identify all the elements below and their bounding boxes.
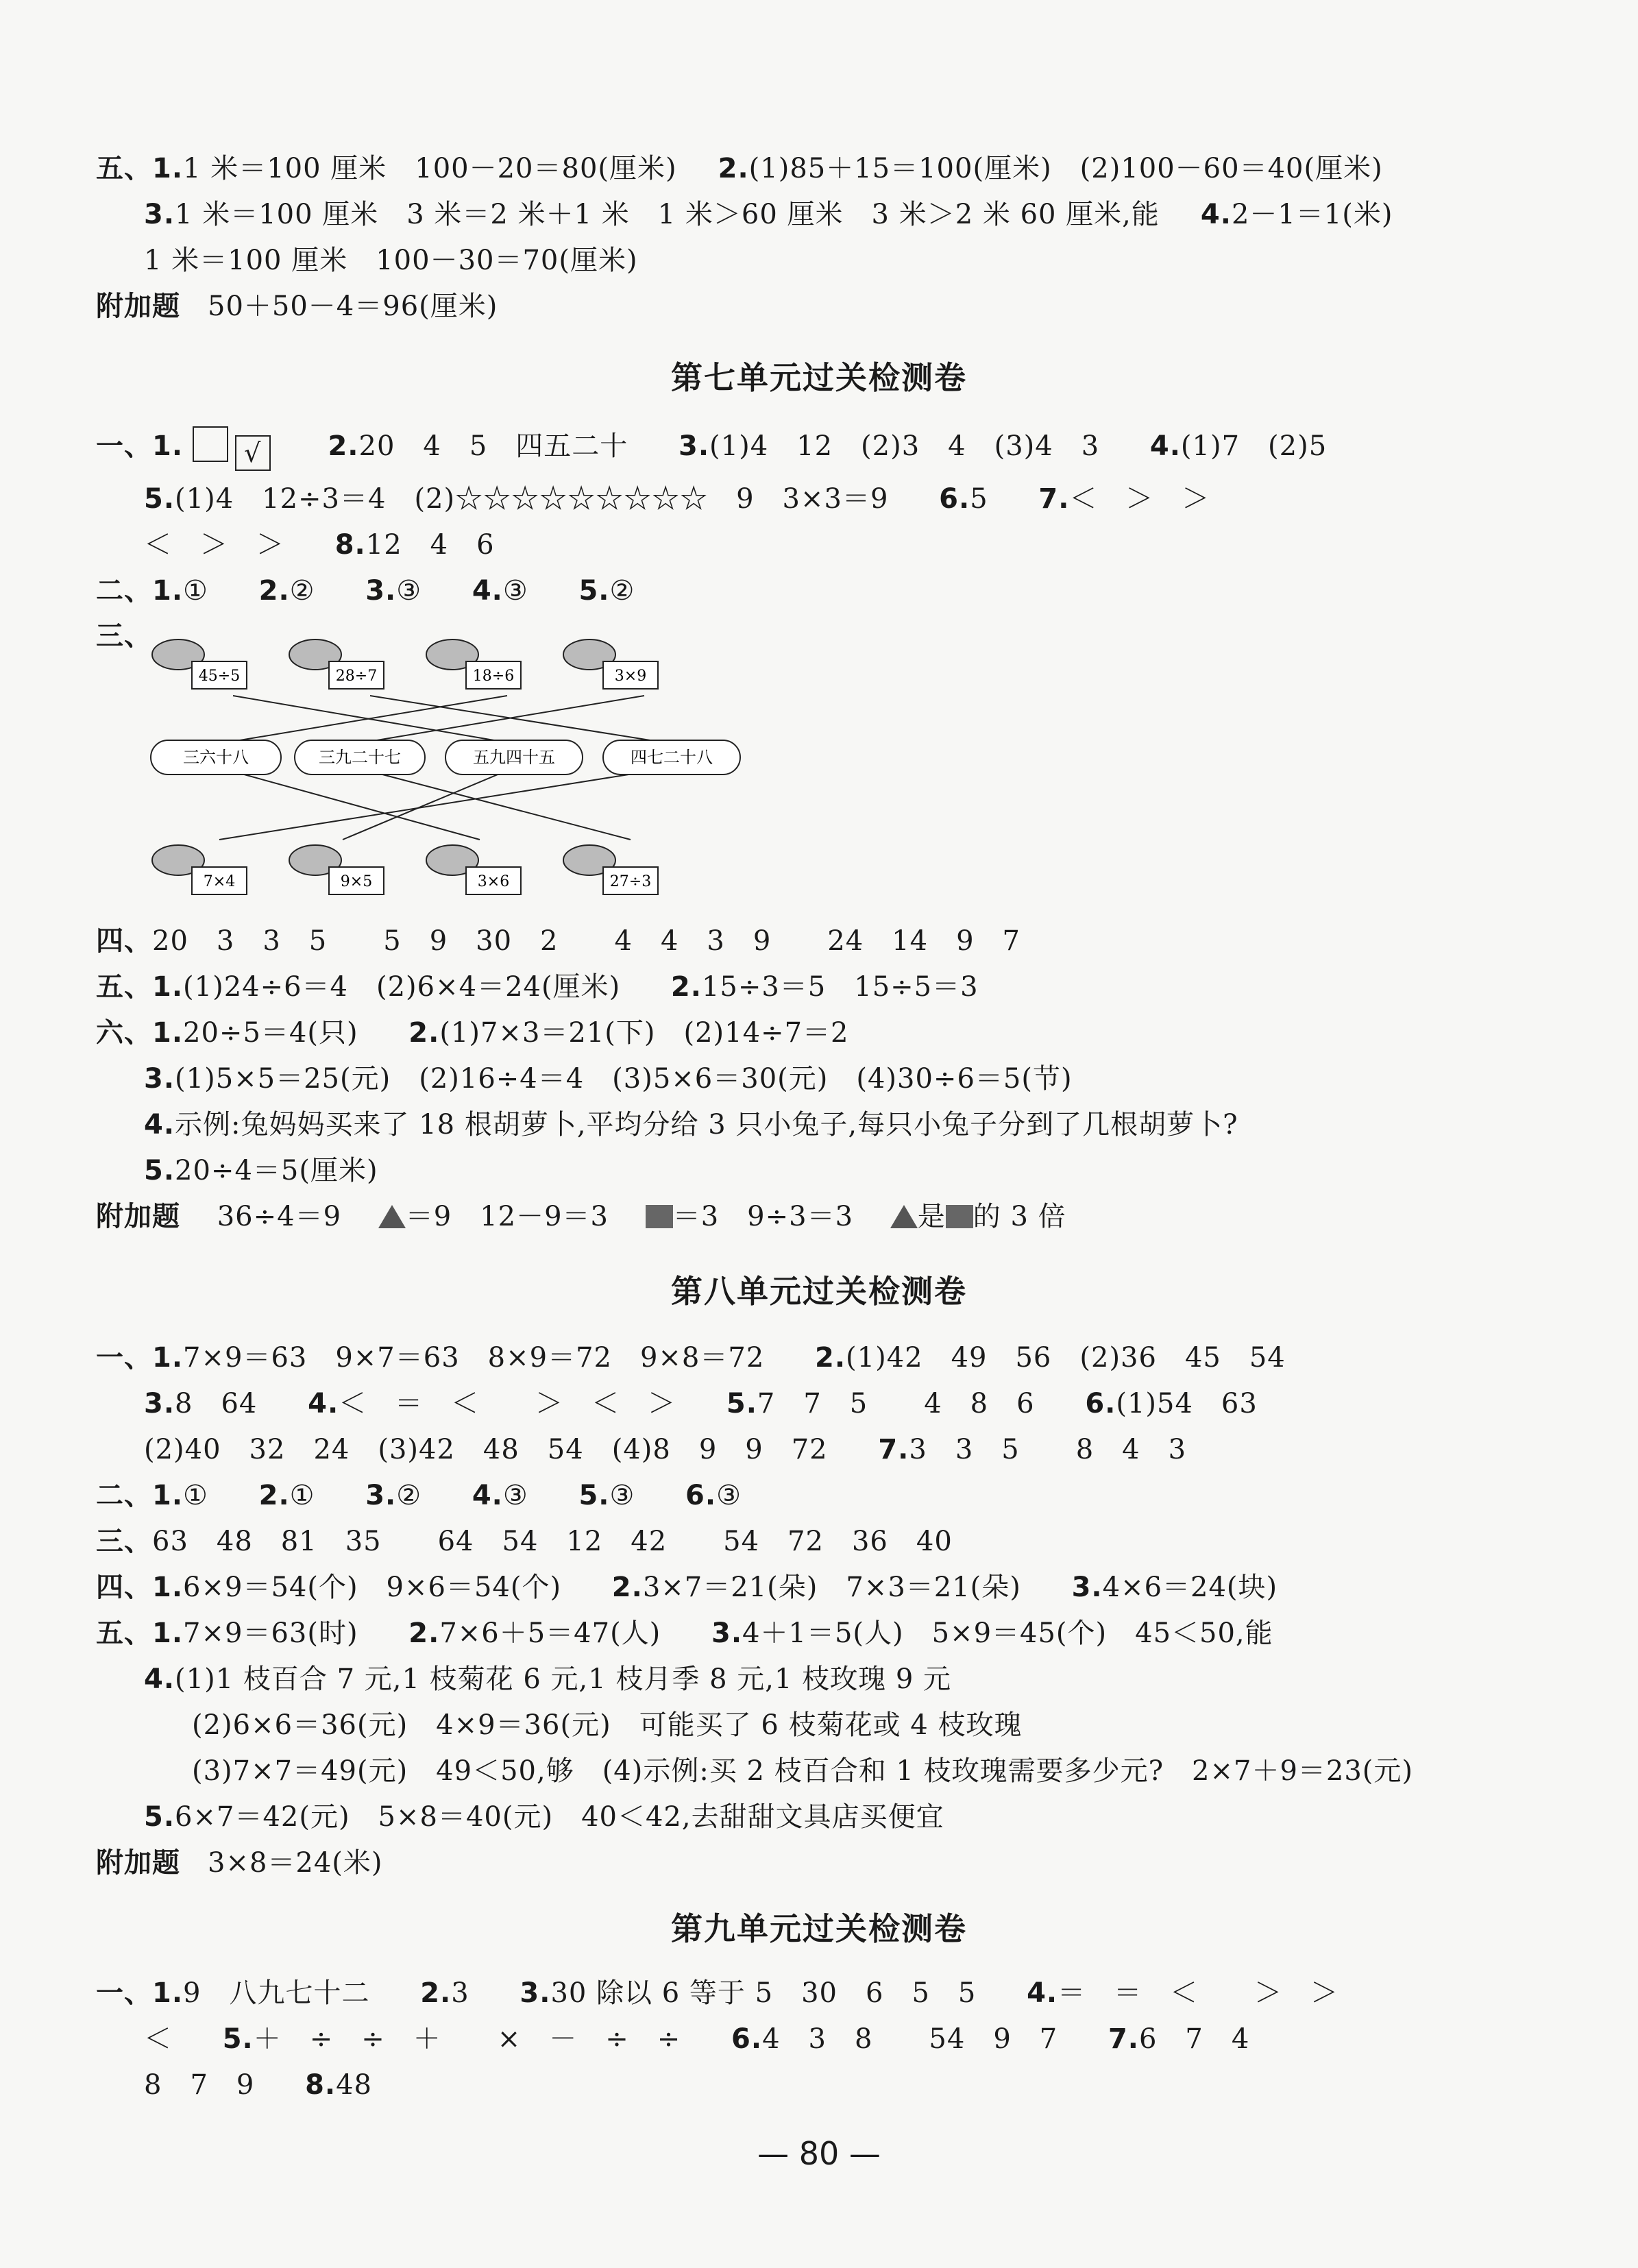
top-card-2: 28÷7: [335, 668, 378, 685]
u9-line-3: 8 7 9 8.48: [144, 2069, 373, 2101]
line-top1: [233, 696, 514, 744]
line-mid3: [343, 768, 514, 840]
u7-line-9: 3.(1)5×5＝25(元) (2)16÷4＝4 (3)5×6＝30(元) (4)30÷6＝5(节): [144, 1063, 1073, 1095]
s5-line-3: 1 米＝100 厘米 100－30＝70(厘米): [144, 245, 638, 276]
s5-line-2: 3.1 米＝100 厘米 3 米＝2 米＋1 米 1 米＞60 厘米 3 米＞2 米 60 厘米,能 4.2－1＝1(米): [144, 199, 1393, 230]
line-top3: [219, 696, 507, 744]
u8-line-1: 一、1.7×9＝63 9×7＝63 8×9＝72 9×8＝72 2.(1)42 49 56 (2)36 45 54: [96, 1342, 1286, 1374]
u7-line-3: ＜ ＞ ＞ 8.12 4 6: [144, 529, 495, 561]
line-mid4: [219, 768, 672, 840]
u7-line-6: 四、20 3 3 5 5 9 30 2 4 4 3 9 24 14 9 7: [96, 925, 1020, 957]
bottom-card-3: 3×6: [477, 873, 510, 890]
u9-line-1: 一、1.9 八九七十二 2.3 3.30 除以 6 等于 5 30 6 5 5 4.＝ ＝ ＜ ＞ ＞: [96, 1977, 1339, 2009]
bottom-bee-row: [152, 845, 658, 894]
top-bee-row: [152, 639, 658, 689]
s5-extra: 附加题 50＋50－4＝96(厘米): [96, 291, 498, 322]
u7-line-2: 5.(1)4 12÷3＝4 (2)☆☆☆☆☆☆☆☆☆ 9 3×3＝9 6.5 7.＜ ＞ ＞: [144, 483, 1210, 515]
square-icon: [646, 1205, 673, 1228]
u8-line-7: 五、1.7×9＝63(时) 2.7×6＋5＝47(人) 3.4＋1＝5(人) 5×9＝45(个) 45＜50,能: [96, 1618, 1273, 1649]
u8-line-4: 二、1.① 2.① 3.② 4.③ 5.③ 6.③: [96, 1480, 742, 1511]
u9-line-2: ＜ 5.＋ ÷ ÷ ＋ × － ÷ ÷ 6.4 3 8 54 9 7 7.6 7 4: [144, 2023, 1250, 2055]
unit9-title: 第九单元过关检测卷: [671, 1910, 967, 1947]
cloud-text-4: 四七二十八: [631, 748, 713, 767]
cloud-text-3: 五九四十五: [473, 748, 555, 767]
bee-card-6: [289, 845, 384, 894]
unit8-title: 第八单元过关检测卷: [671, 1273, 967, 1310]
u7-line-11: 5.20÷4＝5(厘米): [144, 1155, 378, 1186]
cloud-row: [151, 740, 740, 775]
u8-line-6: 四、1.6×9＝54(个) 9×6＝54(个) 2.3×7＝21(朵) 7×3＝21(朵) 3.4×6＝24(块): [96, 1572, 1278, 1603]
square-icon: [946, 1205, 973, 1228]
cloud-text-2: 三九二十七: [319, 748, 401, 767]
bee-card-5: [152, 845, 247, 894]
u8-extra: 附加题 3×8＝24(米): [96, 1847, 383, 1879]
u8-line-10: (3)7×7＝49(元) 49＜50,够 (4)示例:买 2 枝百合和 1 枝玫瑰需要多少元? 2×7＋9＝23(元): [192, 1755, 1414, 1787]
line-mid1: [219, 768, 480, 840]
top-card-3: 18÷6: [472, 668, 515, 685]
bee-card-4: [563, 639, 658, 689]
bee-card-1: [152, 639, 247, 689]
u8-line-3: (2)40 32 24 (3)42 48 54 (4)8 9 9 72 7.3 3 5 8 4 3: [144, 1434, 1187, 1465]
checked-box: √: [235, 435, 271, 471]
unit7-title: 第七单元过关检测卷: [671, 359, 967, 396]
u7-line-10: 4.示例:兔妈妈买来了 18 根胡萝卜,平均分给 3 只小兔子,每只小兔子分到了几根胡萝卜?: [144, 1109, 1238, 1141]
line-top4: [356, 696, 644, 744]
u8-line-9: (2)6×6＝36(元) 4×9＝36(元) 可能买了 6 枝菊花或 4 枝玫瑰: [192, 1709, 1023, 1741]
u7-line-8: 六、1.20÷5＝4(只) 2.(1)7×3＝21(下) (2)14÷7＝2: [96, 1017, 849, 1049]
line-mid2: [356, 768, 631, 840]
u7-line-7: 五、1.(1)24÷6＝4 (2)6×4＝24(厘米) 2.15÷3＝5 15÷5＝3: [96, 971, 979, 1003]
triangle-icon: [378, 1205, 406, 1228]
empty-checkbox: [193, 426, 228, 462]
connection-lines: [219, 696, 672, 840]
u8-line-5: 三、63 48 81 35 64 54 12 42 54 72 36 40: [96, 1526, 953, 1557]
u7-line-1: 一、1. √ 2.20 4 5 四五二十 3.(1)4 12 (2)3 4 (3)4 3 4.(1)7 (2)5: [96, 426, 1327, 471]
matching-diagram: [137, 610, 754, 918]
page-number: — 80 —: [757, 2135, 881, 2172]
cloud-text-1: 三六十八: [183, 748, 249, 767]
u8-line-8: 4.(1)1 枝百合 7 元,1 枝菊花 6 元,1 枝月季 8 元,1 枝玫瑰 9 元: [144, 1663, 952, 1695]
u8-line-11: 5.6×7＝42(元) 5×8＝40(元) 40＜42,去甜甜文具店买便宜: [144, 1801, 944, 1833]
bottom-card-1: 7×4: [203, 873, 236, 890]
top-card-1: 45÷5: [198, 668, 241, 685]
bee-card-7: [426, 845, 521, 894]
triangle-icon: [890, 1205, 918, 1228]
u7-line-5: 三、: [96, 620, 152, 652]
top-card-4: 3×9: [614, 668, 647, 685]
u7-line-4: 二、1.① 2.② 3.③ 4.③ 5.②: [96, 575, 635, 607]
bottom-card-4: 27÷3: [609, 873, 652, 890]
s5-line-1: 五、1.1 米＝100 厘米 100－20＝80(厘米) 2.(1)85＋15＝100(厘米) (2)100－60＝40(厘米): [96, 153, 1383, 184]
bee-card-3: [426, 639, 521, 689]
bee-card-8: [563, 845, 658, 894]
u7-extra: 附加题 36÷4＝9 ＝9 12－9＝3 ＝3 9÷3＝3 是 的 3 倍: [96, 1201, 1066, 1232]
bee-card-2: [289, 639, 384, 689]
line-top2: [370, 696, 672, 744]
bottom-card-2: 9×5: [340, 873, 373, 890]
u8-line-2: 3.8 64 4.＜ ＝ ＜ ＞ ＜ ＞ 5.7 7 5 4 8 6 6.(1)54 63: [144, 1388, 1258, 1419]
